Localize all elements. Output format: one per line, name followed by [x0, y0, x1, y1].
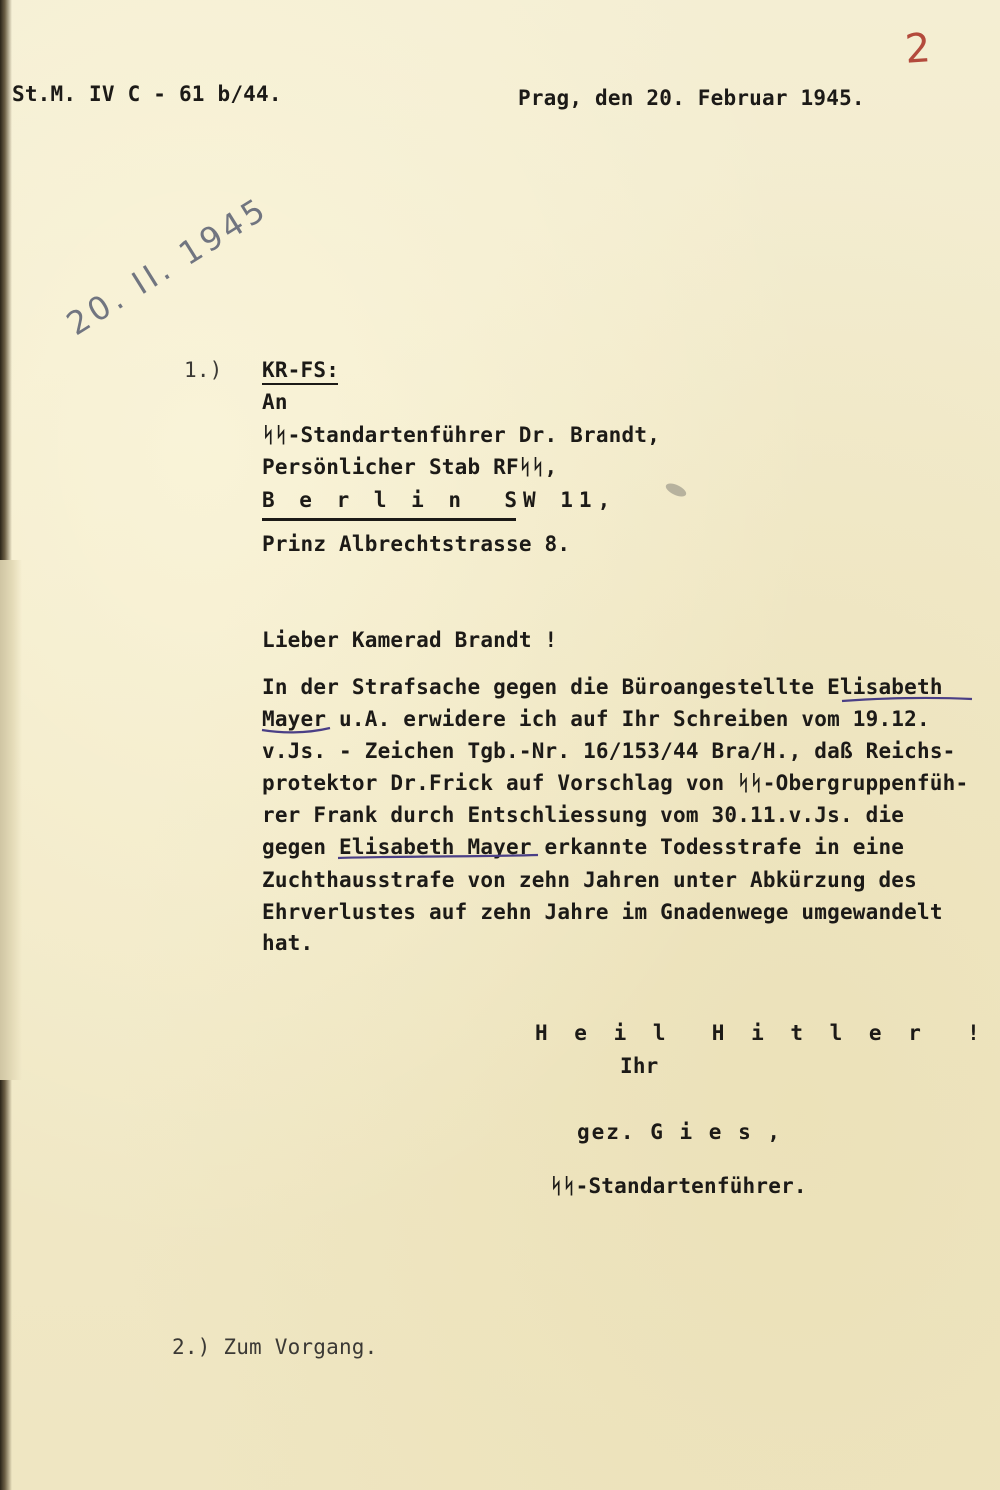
body-line: rer Frank durch Entschliessung vom 30.11.v.Js. die — [262, 803, 905, 827]
body-line: gegen Elisabeth Mayer erkannte Todesstrafe in eine — [262, 835, 905, 859]
body-line: In der Strafsache gegen die Büroangestellte Elisabeth — [262, 675, 943, 699]
body-line: Zuchthausstrafe von zehn Jahren unter Abkürzung des — [262, 868, 917, 892]
received-date-stamp: 20. II. 1945 — [59, 189, 275, 343]
address-recipient: ᛋᛋ-Standartenführer Dr. Brandt, — [262, 423, 661, 447]
city-underline — [262, 518, 516, 521]
handwritten-page-number: 2 — [903, 25, 933, 73]
transmission-type: KR-FS: — [262, 358, 340, 382]
address-office: Persönlicher Stab RFᛋᛋ, — [262, 455, 558, 479]
reference-number: St.M. IV C - 61 b/44. — [12, 82, 282, 106]
signature-rank: ᛋᛋ-Standartenführer. — [550, 1174, 807, 1198]
body-line: hat. — [262, 931, 314, 955]
body-line: v.Js. - Zeichen Tgb.-Nr. 16/153/44 Bra/H., daß Reichs- — [262, 739, 956, 763]
transmission-type-underline — [262, 383, 338, 385]
body-line: Ehrverlustes auf zehn Jahre im Gnadenwege umgewandelt — [262, 900, 943, 924]
address-city: B e r l i n SW 11, — [262, 488, 617, 512]
body-line: Mayer u.A. erwidere ich auf Ihr Schreiben vom 19.12. — [262, 707, 930, 731]
closing-greeting: H e i l H i t l e r ! — [535, 1021, 987, 1045]
address-street: Prinz Albrechtstrasse 8. — [262, 532, 571, 556]
salutation: Lieber Kamerad Brandt ! — [262, 628, 558, 652]
item-1-number: 1.) — [184, 358, 223, 382]
closing-ihr: Ihr — [620, 1054, 659, 1078]
signature-name: gez. G i e s , — [577, 1120, 783, 1144]
paper-fold-shadow — [0, 560, 22, 1080]
body-line: protektor Dr.Frick auf Vorschlag von ᛋᛋ-Obergruppenfüh- — [262, 771, 969, 795]
item-2-note: 2.) Zum Vorgang. — [172, 1335, 378, 1359]
ink-smudge — [664, 481, 688, 499]
address-to: An — [262, 390, 288, 414]
place-and-date: Prag, den 20. Februar 1945. — [518, 86, 865, 110]
